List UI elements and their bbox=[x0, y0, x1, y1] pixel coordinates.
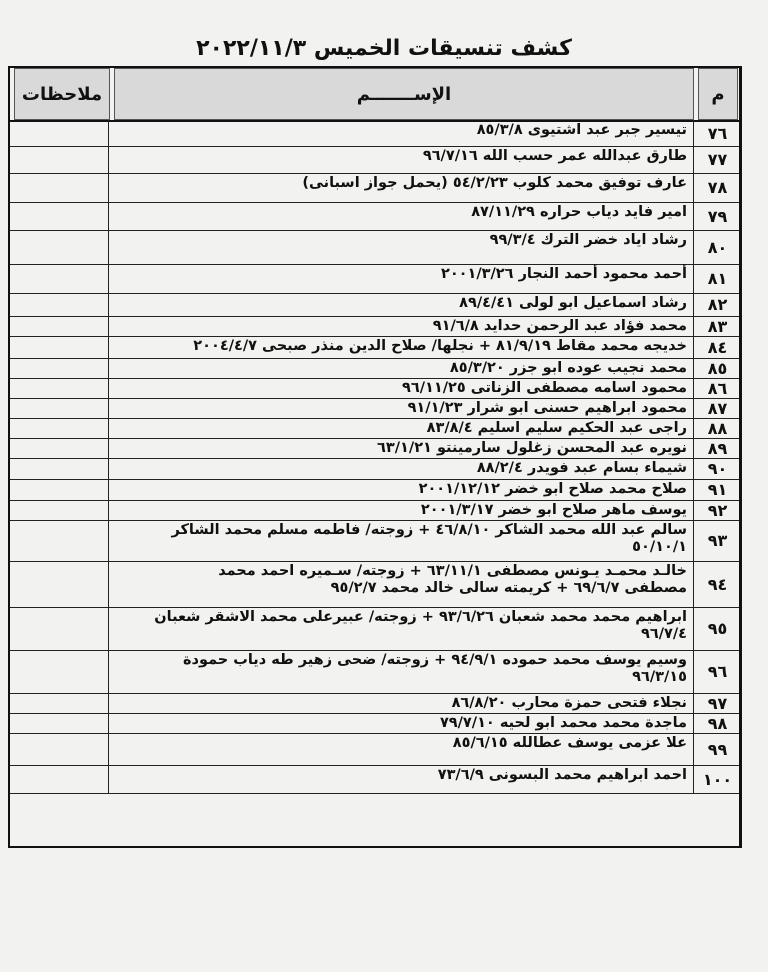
number-cell: ٧٦ bbox=[707, 123, 728, 143]
notes-cell bbox=[10, 520, 109, 561]
notes-cell bbox=[10, 693, 109, 713]
notes-cell bbox=[10, 398, 109, 418]
notes-cell bbox=[10, 650, 109, 693]
name-cell: ابراهيم محمد محمد شعبان ٩٣/٦/٢٦ + زوجته/ عبيرعلى محمد الاشقر شعبان ٩٦/٧/٤ bbox=[108, 607, 694, 650]
table-row bbox=[10, 316, 739, 337]
number-cell: ٨٣ bbox=[707, 316, 728, 336]
name-cell: امير فايد دياب حراره ٨٧/١١/٢٩ bbox=[108, 202, 694, 230]
name-cell: خديجه محمد مقاط ٨١/٩/١٩ + نجلها/ صلاح الدين منذر صبحى ٢٠٠٤/٤/٧ bbox=[108, 336, 694, 358]
name-cell: سالم عبد الله محمد الشاكر ٤٦/٨/١٠ + زوجته/ فاطمه مسلم محمد الشاكر ٥٠/١٠/١ bbox=[108, 520, 694, 561]
table-row bbox=[10, 418, 739, 439]
name-cell: طارق عبدالله عمر حسب الله ٩٦/٧/١٦ bbox=[108, 146, 694, 173]
table-row bbox=[10, 479, 739, 501]
notes-cell bbox=[10, 358, 109, 378]
notes-cell bbox=[10, 378, 109, 398]
name-cell: علا عزمى يوسف عطالله ٨٥/٦/١٥ bbox=[108, 733, 694, 765]
notes-cell bbox=[10, 316, 109, 336]
notes-cell bbox=[10, 733, 109, 765]
name-cell: أحمد محمود أحمد النجار ٢٠٠١/٣/٢٦ bbox=[108, 264, 694, 293]
number-cell: ٨٥ bbox=[707, 358, 728, 378]
name-cell: وسيم يوسف محمد حموده ٩٤/٩/١ + زوجته/ ضحى زهير طه دياب حمودة ٩٦/٣/١٥ bbox=[108, 650, 694, 693]
names-table bbox=[8, 66, 742, 848]
name-cell: نويره عبد المحسن زغلول سارمينتو ٦٣/١/٢١ bbox=[108, 438, 694, 458]
header-name: الإســـــــم bbox=[114, 68, 694, 120]
table-row bbox=[10, 336, 739, 359]
number-cell: ٩٤ bbox=[707, 574, 728, 594]
table-row bbox=[10, 358, 739, 379]
number-cell: ٩١ bbox=[707, 480, 728, 499]
notes-cell bbox=[10, 120, 109, 146]
table-row bbox=[10, 398, 739, 419]
notes-cell bbox=[10, 458, 109, 479]
name-cell: محمود اسامه مصطفى الزناتى ٩٦/١١/٢٥ bbox=[108, 378, 694, 398]
table-row bbox=[10, 693, 739, 714]
table-row bbox=[10, 561, 739, 608]
table-row bbox=[10, 264, 739, 294]
number-cell: ٩٠ bbox=[707, 459, 728, 478]
notes-cell bbox=[10, 173, 109, 202]
table-row bbox=[10, 173, 739, 203]
name-cell: شيماء بسام عبد فويدر ٨٨/٢/٤ bbox=[108, 458, 694, 479]
notes-cell bbox=[10, 438, 109, 458]
name-cell: تيسير جبر عبد اشتيوى ٨٥/٣/٨ bbox=[108, 120, 694, 146]
number-cell: ٨١ bbox=[707, 269, 728, 288]
number-cell: ٨٠ bbox=[707, 237, 728, 257]
table-row bbox=[10, 378, 739, 399]
number-cell: ٩٣ bbox=[707, 531, 728, 550]
number-cell: ١٠٠ bbox=[702, 769, 733, 789]
number-cell: ٨٩ bbox=[707, 438, 728, 458]
notes-cell bbox=[10, 500, 109, 520]
name-cell: عارف توفيق محمد كلوب ٥٤/٢/٢٣ (يحمل جواز اسبانى) bbox=[108, 173, 694, 202]
number-cell: ٨٧ bbox=[707, 398, 728, 418]
number-cell: ٧٨ bbox=[707, 178, 728, 197]
header-notes: ملاحظات bbox=[14, 68, 110, 120]
notes-cell bbox=[10, 202, 109, 230]
table-row bbox=[10, 733, 739, 766]
notes-cell bbox=[10, 479, 109, 500]
number-cell: ٨٨ bbox=[707, 418, 728, 438]
table-row bbox=[10, 500, 739, 521]
table-row bbox=[10, 520, 739, 562]
notes-cell bbox=[10, 418, 109, 438]
table-row bbox=[10, 765, 739, 794]
number-cell: ٧٩ bbox=[707, 206, 728, 226]
table-row bbox=[10, 146, 739, 174]
number-cell: ٩٩ bbox=[707, 739, 728, 759]
notes-cell bbox=[10, 561, 109, 607]
table-header bbox=[10, 68, 739, 122]
number-cell: ٩٥ bbox=[707, 619, 728, 638]
name-cell: ماجدة محمد محمد ابو لحيه ٧٩/٧/١٠ bbox=[108, 713, 694, 733]
name-cell: خالـد محمـد يـونس مصطفى ٦٣/١١/١ + زوجته/ سـميره احمد محمد مصطفى ٦٩/٦/٧ + كريمته سالى خالد محمد ٩٥/٢/٧ bbox=[108, 561, 694, 607]
name-cell: صلاح محمد صلاح ابو خضر ٢٠٠١/١٢/١٢ bbox=[108, 479, 694, 500]
name-cell: يوسف ماهر صلاح ابو خضر ٢٠٠١/٣/١٧ bbox=[108, 500, 694, 520]
name-cell: رشاد اياد خضر الترك ٩٩/٣/٤ bbox=[108, 230, 694, 264]
table-row bbox=[10, 438, 739, 459]
notes-cell bbox=[10, 765, 109, 793]
table-row bbox=[10, 650, 739, 694]
table-row bbox=[10, 202, 739, 231]
name-cell: احمد ابراهيم محمد البسونى ٧٣/٦/٩ bbox=[108, 765, 694, 793]
notes-cell bbox=[10, 293, 109, 316]
number-cell: ٨٦ bbox=[707, 378, 728, 398]
number-cell: ٨٤ bbox=[707, 337, 728, 357]
notes-cell bbox=[10, 230, 109, 264]
notes-cell bbox=[10, 264, 109, 293]
name-cell: محمد نجيب عوده ابو جزر ٨٥/٣/٢٠ bbox=[108, 358, 694, 378]
table-row bbox=[10, 713, 739, 734]
notes-cell bbox=[10, 146, 109, 173]
name-cell: محمد فؤاد عبد الرحمن حدايد ٩١/٦/٨ bbox=[108, 316, 694, 336]
page-title: كشف تنسيقات الخميس ٢٠٢٢/١١/٣ bbox=[196, 36, 572, 61]
number-cell: ٩٨ bbox=[707, 713, 728, 733]
notes-cell bbox=[10, 713, 109, 733]
number-cell: ٧٧ bbox=[707, 150, 728, 169]
table-row bbox=[10, 458, 739, 480]
name-cell: نجلاء فتحى حمزة محارب ٨٦/٨/٢٠ bbox=[108, 693, 694, 713]
name-cell: محمود ابراهيم حسنى ابو شرار ٩١/١/٢٣ bbox=[108, 398, 694, 418]
table-row bbox=[10, 120, 739, 147]
table-row bbox=[10, 607, 739, 651]
notes-cell bbox=[10, 336, 109, 358]
table-row bbox=[10, 230, 739, 265]
number-cell: ٩٧ bbox=[707, 693, 728, 713]
number-cell: ٩٢ bbox=[707, 500, 728, 520]
header-number: م bbox=[698, 68, 738, 120]
name-cell: رشاد اسماعيل ابو لولى ٨٩/٤/٤١ bbox=[108, 293, 694, 316]
number-cell: ٩٦ bbox=[707, 662, 728, 681]
name-cell: راجى عبد الحكيم سليم اسليم ٨٣/٨/٤ bbox=[108, 418, 694, 438]
notes-cell bbox=[10, 607, 109, 650]
number-cell: ٨٢ bbox=[707, 295, 728, 314]
table-row bbox=[10, 293, 739, 317]
